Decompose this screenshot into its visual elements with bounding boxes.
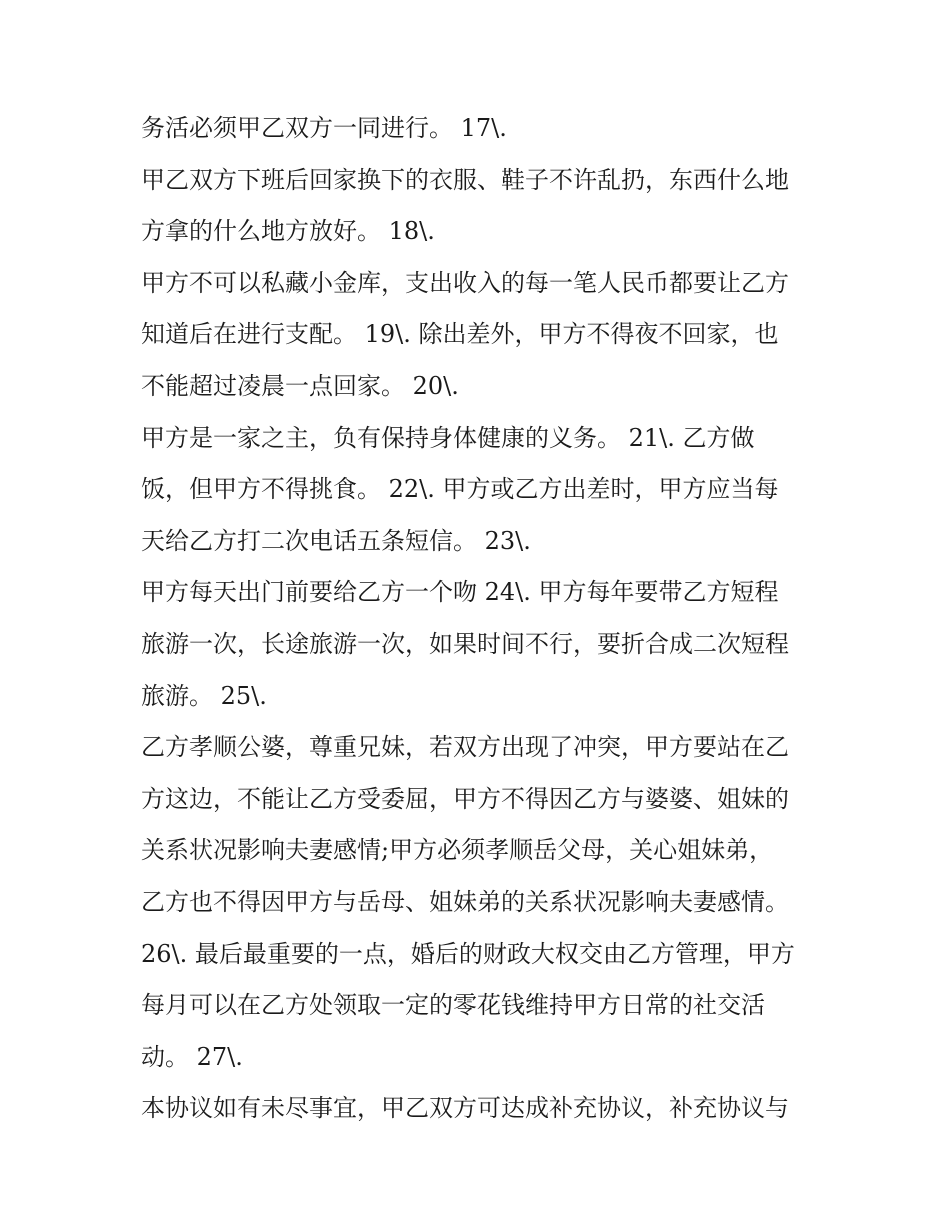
- text-line: 旅游。 25\.: [141, 681, 267, 710]
- text-line: 知道后在进行支配。 19\. 除出差外，甲方不得夜不回家，也: [141, 320, 779, 349]
- text-line: 每月可以在乙方处领取一定的零花钱维持甲方日常的社交活: [141, 991, 765, 1020]
- text-line: 本协议如有未尽事宜，甲乙双方可达成补充协议，补充协议与: [141, 1094, 789, 1123]
- text-line: 关系状况影响夫妻感情;甲方必须孝顺岳父母，关心姐妹弟，: [141, 836, 774, 865]
- text-line: 方拿的什么地方放好。 18\.: [141, 217, 435, 246]
- text-line: 甲方每天出门前要给乙方一个吻 24\. 甲方每年要带乙方短程: [141, 578, 779, 607]
- text-line: 饭，但甲方不得挑食。 22\. 甲方或乙方出差时，甲方应当每: [141, 475, 779, 504]
- text-line: 旅游一次，长途旅游一次，如果时间不行，要折合成二次短程: [141, 629, 789, 658]
- text-line: 乙方也不得因甲方与岳母、姐妹弟的关系状况影响夫妻感情。: [141, 887, 789, 916]
- agreement-text: [141, 103, 821, 1135]
- text-line: 甲乙双方下班后回家换下的衣服、鞋子不许乱扔，东西什么地: [141, 165, 789, 194]
- text-line: 26\. 最后最重要的一点，婚后的财政大权交由乙方管理，甲方: [141, 939, 795, 968]
- text-line: 甲方是一家之主，负有保持身体健康的义务。 21\. 乙方做: [141, 423, 755, 452]
- text-line: 动。 27\.: [141, 1042, 243, 1071]
- text-line: 方这边，不能让乙方受委屈，甲方不得因乙方与婆婆、姐妹的: [141, 784, 789, 813]
- text-line: 务活必须甲乙双方一同进行。 17\.: [141, 114, 507, 142]
- text-line: 甲方不可以私藏小金库，支出收入的每一笔人民币都要让乙方: [141, 268, 789, 297]
- text-line: 乙方孝顺公婆，尊重兄妹，若双方出现了冲突，甲方要站在乙: [141, 733, 789, 762]
- text-line: 天给乙方打二次电话五条短信。 23\.: [141, 526, 531, 555]
- text-line: 不能超过凌晨一点回家。 20\.: [141, 371, 459, 400]
